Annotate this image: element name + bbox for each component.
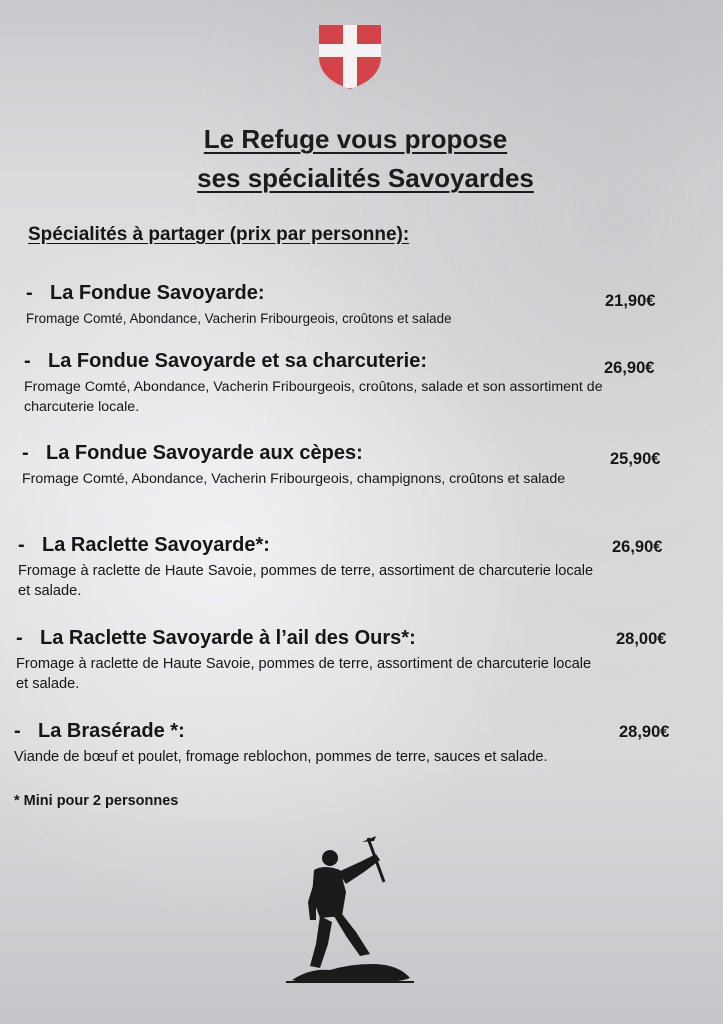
item-dash: - <box>24 350 31 372</box>
menu-item <box>24 350 634 417</box>
menu-item-description: Fromage Comté, Abondance, Vacherin Fribourgeois, champignons, croûtons et salade <box>22 471 566 487</box>
item-dash: - <box>16 627 23 649</box>
menu-item-description: Fromage Comté, Abondance, Vacherin Fribourgeois, croûtons et salade <box>26 311 452 326</box>
menu-item-title <box>24 350 634 373</box>
item-dash: - <box>18 534 25 556</box>
menu-item <box>22 442 652 489</box>
menu-item-price: 28,00€ <box>616 630 667 648</box>
menu-item-price: 21,90€ <box>605 292 656 310</box>
footnote: * Mini pour 2 personnes <box>14 793 179 809</box>
menu-item-name: La Raclette Savoyarde à l’ail des Ours*: <box>40 627 416 649</box>
menu-item-price: 28,90€ <box>619 723 670 741</box>
menu-item-description: Fromage Comté, Abondance, Vacherin Fribourgeois, croûtons, salade et son assortiment de charcuterie locale. <box>24 379 603 415</box>
item-dash: - <box>22 442 29 464</box>
menu-item-title <box>26 282 626 305</box>
menu-item-title <box>18 534 608 557</box>
menu-item-title <box>14 720 704 743</box>
menu-item-name: La Raclette Savoyarde*: <box>42 534 270 556</box>
menu-item-description: Fromage à raclette de Haute Savoie, pommes de terre, assortiment de charcuterie locale et salade. <box>16 656 592 692</box>
menu-item-price: 26,90€ <box>604 359 655 377</box>
menu-item-description: Fromage à raclette de Haute Savoie, pommes de terre, assortiment de charcuterie locale et salade. <box>18 563 594 599</box>
menu-item <box>26 282 626 329</box>
menu-item <box>14 720 704 767</box>
item-dash: - <box>26 282 33 304</box>
heading-line-2: ses spécialités Savoyardes <box>197 163 534 193</box>
menu-item-description: Viande de bœuf et poulet, fromage reblochon, pommes de terre, sauces et salade. <box>14 749 548 765</box>
section-title: Spécialités à partager (prix par personne): <box>28 224 410 245</box>
menu-item-price: 26,90€ <box>612 538 663 556</box>
menu-item-price: 25,90€ <box>610 450 661 468</box>
savoy-cross-shield-icon <box>316 22 384 92</box>
item-dash: - <box>14 720 21 742</box>
menu-item-name: La Fondue Savoyarde aux cèpes: <box>46 442 363 464</box>
menu-item-title <box>16 627 606 650</box>
menu-item-name: La Fondue Savoyarde et sa charcuterie: <box>48 350 428 372</box>
mountain-climber-icon <box>280 832 420 987</box>
heading-line-1: Le Refuge vous propose <box>203 124 508 154</box>
menu-item-name: La Brasérade *: <box>38 720 185 742</box>
menu-item-title <box>22 442 652 465</box>
menu-item-name: La Fondue Savoyarde: <box>50 282 265 304</box>
menu-item <box>16 627 606 694</box>
menu-item <box>18 534 608 601</box>
